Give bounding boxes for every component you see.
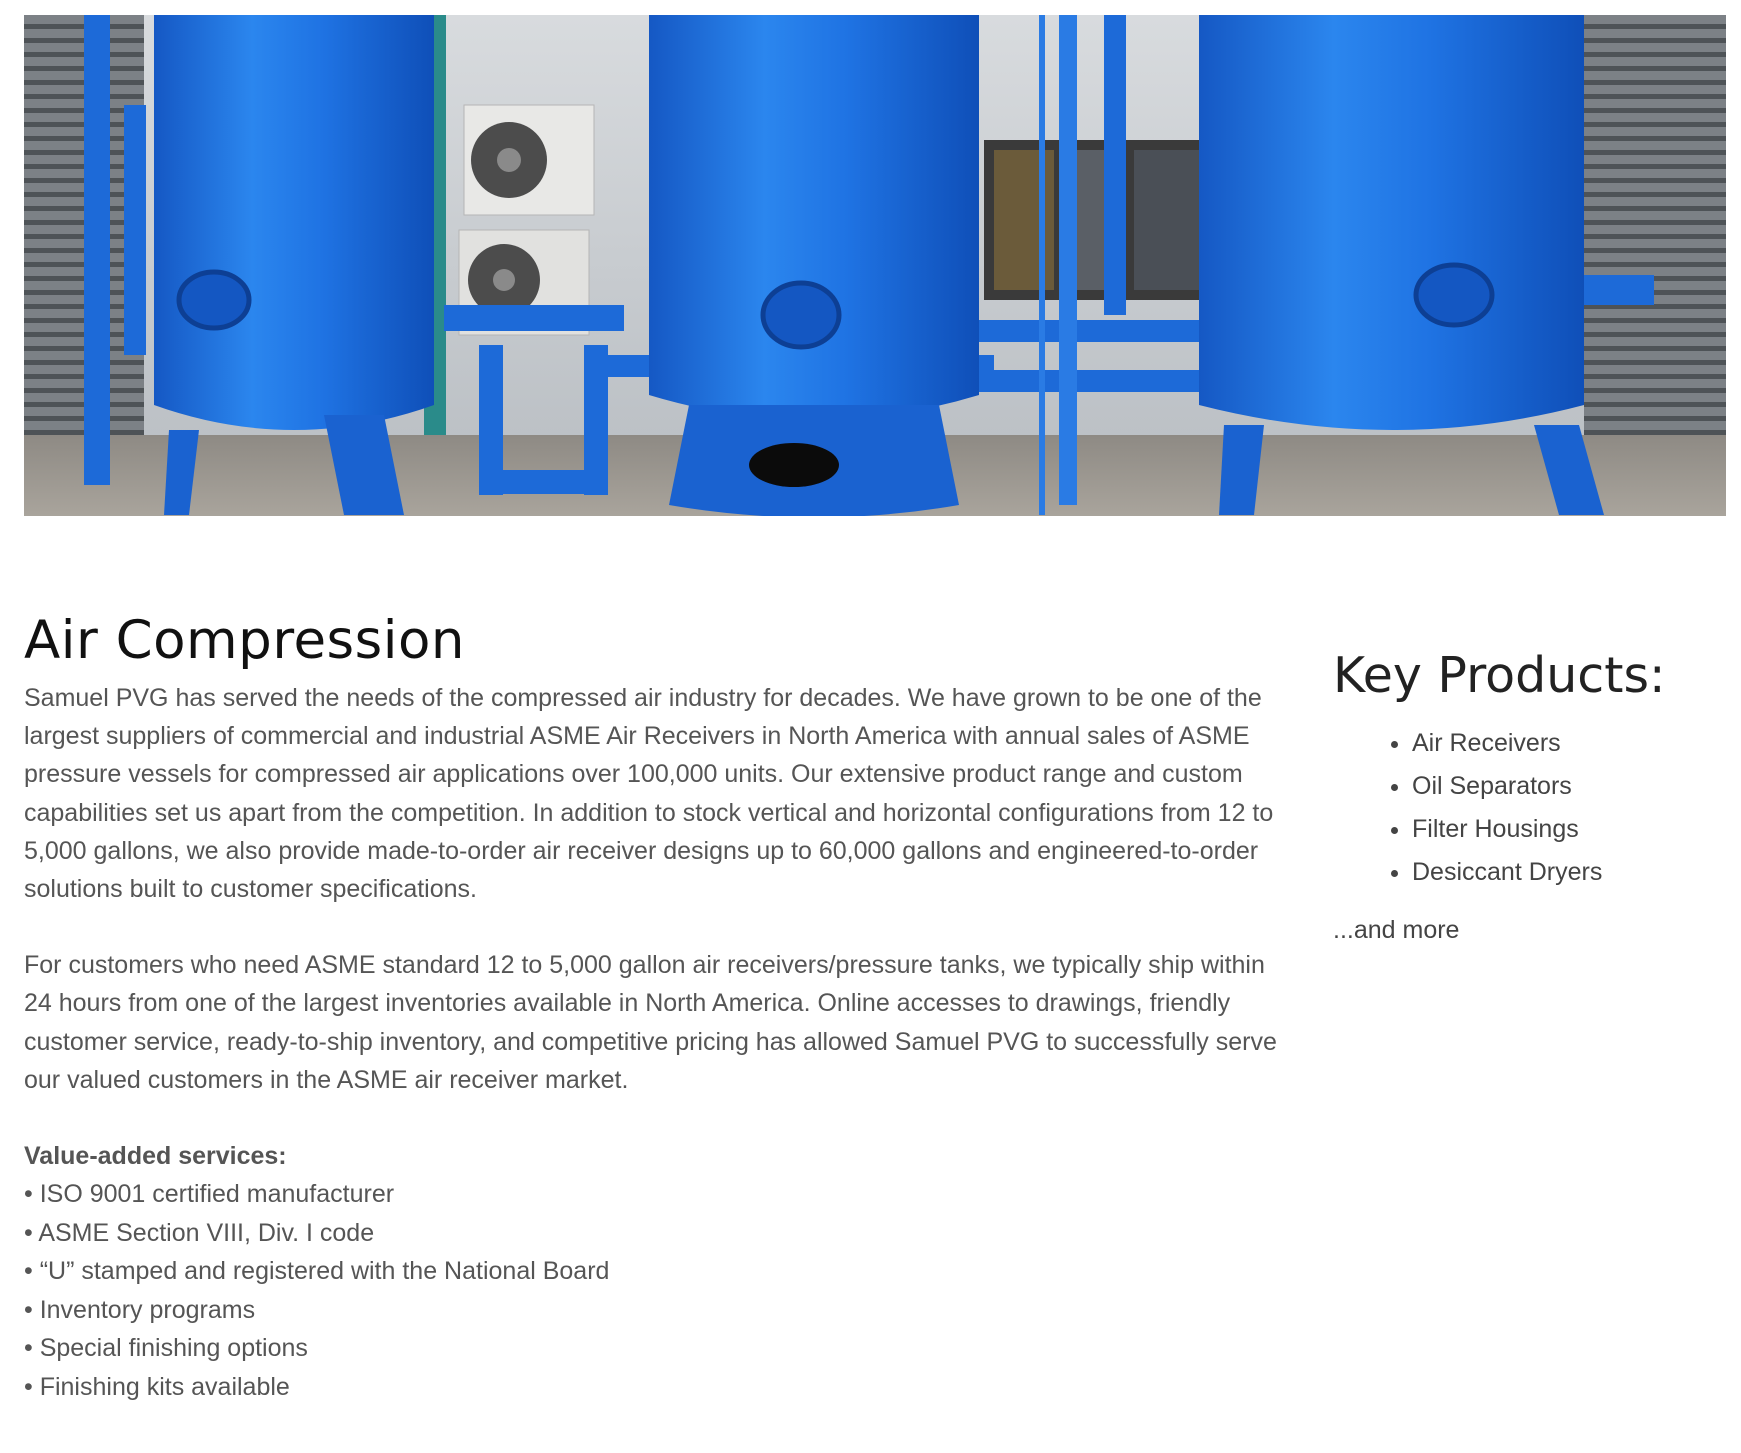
key-products-sidebar [1333,640,1723,949]
and-more-text: ...and more [1333,916,1460,944]
product-item-filter-housings: • Filter Housings [1412,808,1723,851]
product-item-air-receivers: • Air Receivers [1412,722,1723,765]
main-content [24,603,1299,1406]
key-products-list [1333,722,1723,894]
product-item-desiccant-dryers: • Desiccant Dryers [1412,851,1723,894]
service-item: • Finishing kits available [24,1372,290,1401]
service-item: • Inventory programs [24,1295,256,1324]
air-receiver-tanks-photo [24,15,1726,516]
key-products-title: Key Products: [1333,647,1666,704]
service-item: • ASME Section VIII, Div. I code [24,1218,375,1247]
hero-image [24,15,1726,516]
service-item: • Special finishing options [24,1334,308,1363]
intro-paragraph: Samuel PVG has served the needs of the compressed air industry for decades. We have grown to be one of the largest suppliers of commercial and industrial ASME Air Receivers in North America with annual sales of ASME pressure vessels for compressed air applications over 100,000 units. Our extensive product range and custom capabilities set us apart from the competition. In addition to stock vertical and horizontal configurations from 12 to 5,000 gallons, we also provide made-to-order air receiver designs up to 60,000 gallons and engineered-to-order solutions built to customer specifications. [24,684,1274,904]
services-list [24,1175,1299,1406]
services-heading: Value-added services: [24,1142,287,1171]
page-title: Air Compression [24,610,466,671]
service-item: • ISO 9001 certified manufacturer [24,1180,395,1209]
product-item-oil-separators: • Oil Separators [1412,765,1723,808]
inventory-paragraph: For customers who need ASME standard 12 to 5,000 gallon air receivers/pressure tanks, we typically ship within 24 hours from one of the largest inventories available in North America. Online accesses to drawings, friendly customer service, ready-to-ship inventory, and competitive pricing has allowed Samuel PVG to successfully serve our valued customers in the ASME air receiver market. [24,951,1277,1094]
service-item: • “U” stamped and registered with the National Board [24,1257,610,1286]
